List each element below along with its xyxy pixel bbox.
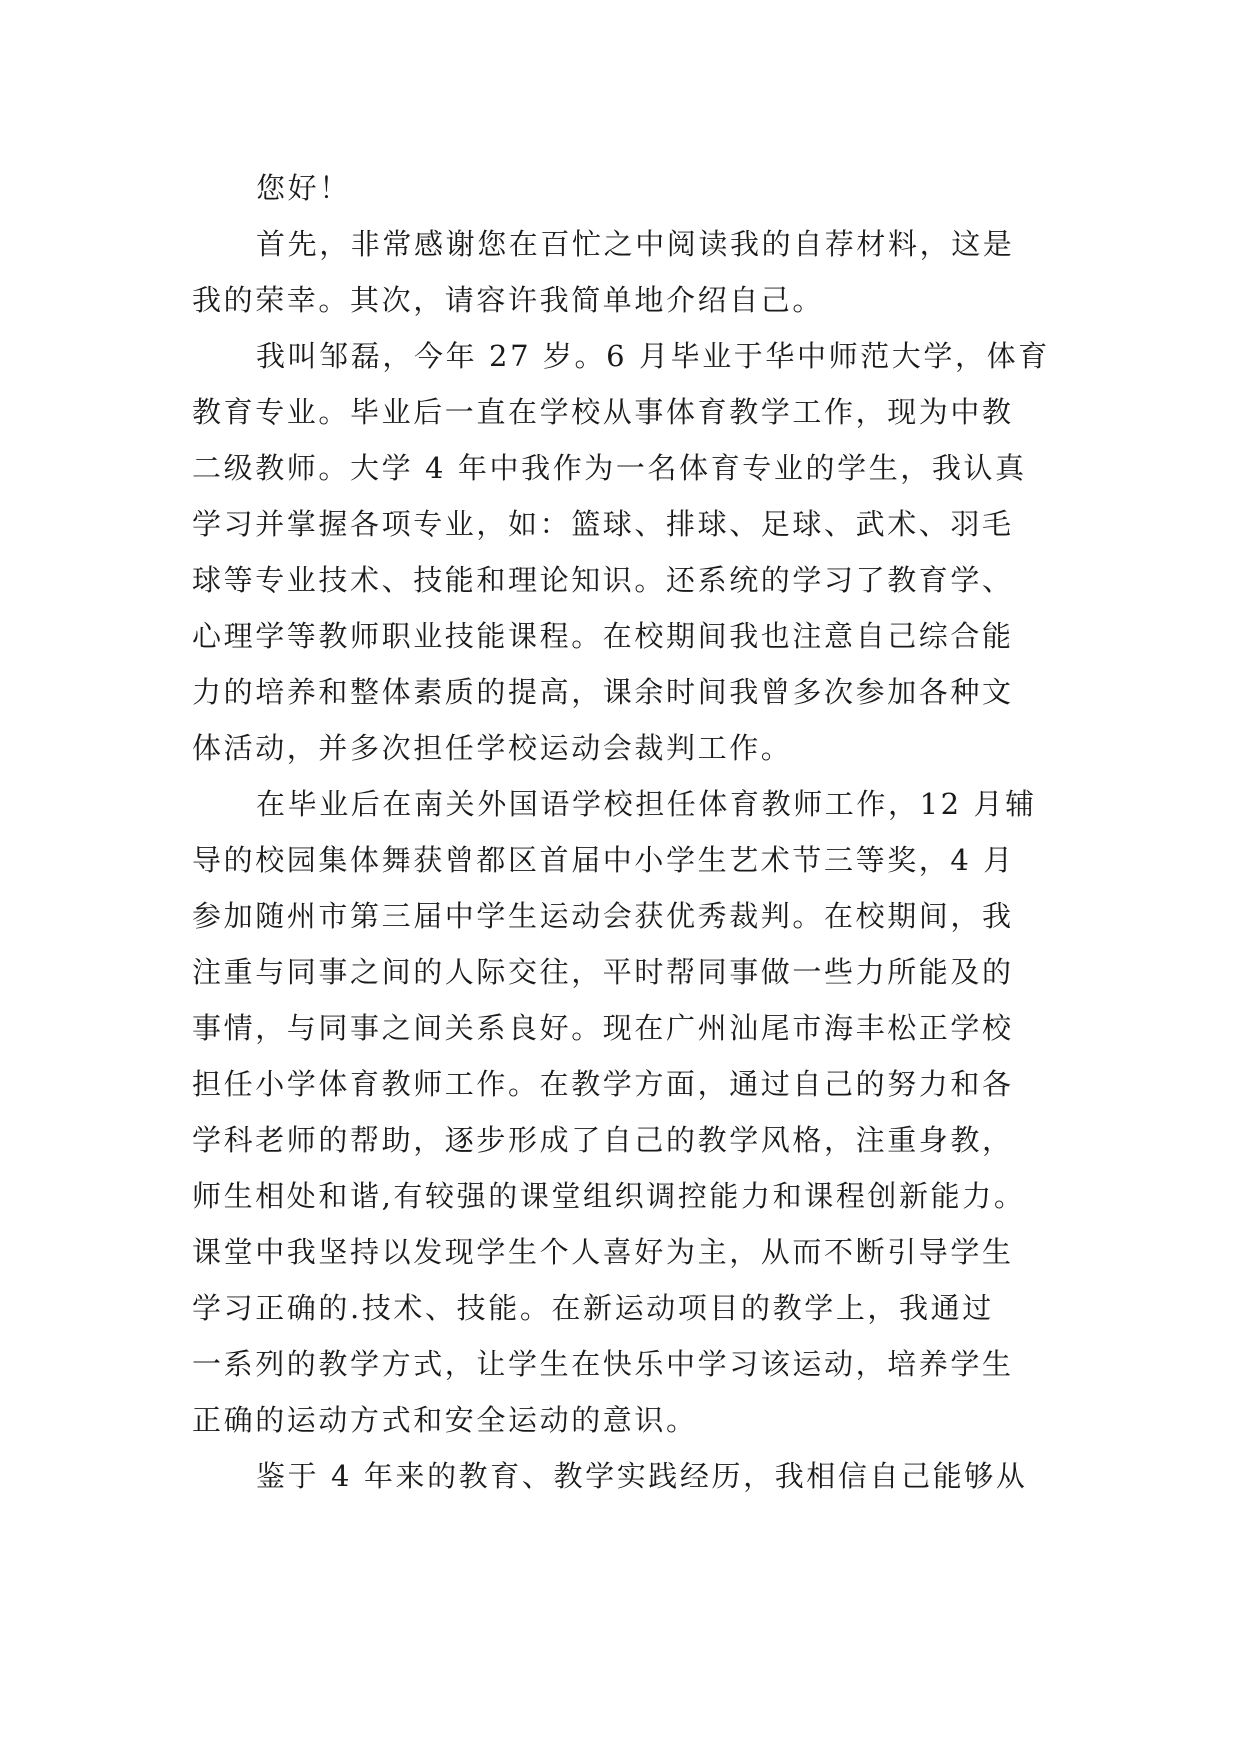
- paragraph-3-line-11: 一系列的教学方式，让学生在快乐中学习该运动，培养学生: [192, 1347, 1014, 1381]
- paragraph-1-line-1: 首先，非常感谢您在百忙之中阅读我的自荐材料，这是: [256, 227, 1015, 261]
- paragraph-2-line-4: 学习并掌握各项专业，如：篮球、排球、足球、武术、羽毛: [192, 507, 1014, 541]
- paragraph-2-line-6: 心理学等教师职业技能课程。在校期间我也注意自己综合能: [192, 619, 1014, 653]
- paragraph-3-line-2: 导的校园集体舞获曾都区首届中小学生艺术节三等奖，4 月: [192, 843, 1015, 877]
- paragraph-2-line-7: 力的培养和整体素质的提高，课余时间我曾多次参加各种文: [192, 675, 1014, 709]
- paragraph-3-line-4: 注重与同事之间的人际交往，平时帮同事做一些力所能及的: [192, 955, 1014, 989]
- paragraph-3-line-1: 在毕业后在南关外国语学校担任体育教师工作，12 月辅: [256, 787, 1037, 821]
- paragraph-3-line-12: 正确的运动方式和安全运动的意识。: [192, 1403, 698, 1437]
- paragraph-3-line-6: 担任小学体育教师工作。在教学方面，通过自己的努力和各: [192, 1067, 1014, 1101]
- paragraph-3-line-5: 事情，与同事之间关系良好。现在广州汕尾市海丰松正学校: [192, 1011, 1014, 1045]
- paragraph-3-line-9: 课堂中我坚持以发现学生个人喜好为主，从而不断引导学生: [192, 1235, 1014, 1269]
- paragraph-3-line-7: 学科老师的帮助，逐步形成了自己的教学风格，注重身教，: [192, 1123, 1014, 1157]
- paragraph-1-line-2: 我的荣幸。其次，请容许我简单地介绍自己。: [192, 283, 825, 317]
- greeting-line: 您好！: [256, 171, 351, 205]
- paragraph-2-line-1: 我叫邹磊，今年 27 岁。6 月毕业于华中师范大学，体育: [256, 339, 1050, 373]
- paragraph-2-line-8: 体活动，并多次担任学校运动会裁判工作。: [192, 731, 793, 765]
- paragraph-3-line-8: 师生相处和谐,有较强的课堂组织调控能力和课程创新能力。: [192, 1179, 1026, 1213]
- paragraph-2-line-2: 教育专业。毕业后一直在学校从事体育教学工作，现为中教: [192, 395, 1014, 429]
- paragraph-3-line-10: 学习正确的.技术、技能。在新运动项目的教学上，我通过: [192, 1291, 994, 1325]
- paragraph-3-line-3: 参加随州市第三届中学生运动会获优秀裁判。在校期间，我: [192, 899, 1014, 933]
- paragraph-2-line-5: 球等专业技术、技能和理论知识。还系统的学习了教育学、: [192, 563, 1014, 597]
- paragraph-4-line-1: 鉴于 4 年来的教育、教学实践经历，我相信自己能够从: [256, 1459, 1028, 1493]
- paragraph-2-line-3: 二级教师。大学 4 年中我作为一名体育专业的学生，我认真: [192, 451, 1027, 485]
